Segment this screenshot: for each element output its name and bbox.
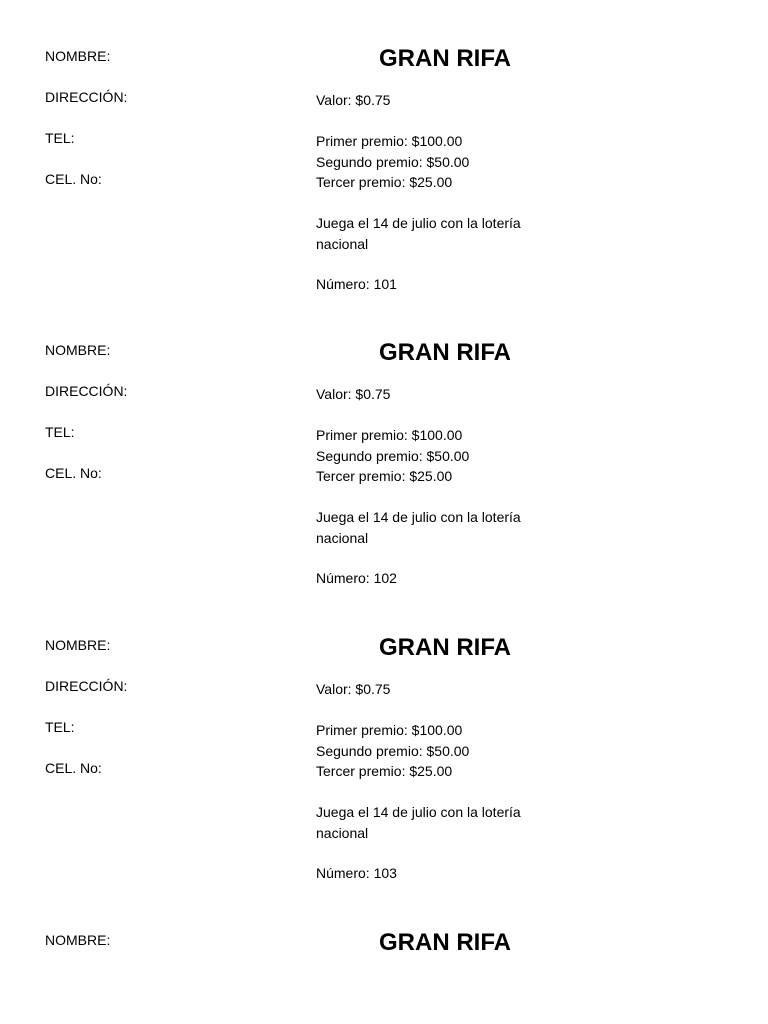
direccion-label: DIRECCIÓN: <box>45 383 128 399</box>
draw-date-text: Juega el 14 de julio con la lotería nacional <box>316 215 521 252</box>
raffle-ticket-partial <box>0 931 768 1024</box>
second-prize: Segundo premio: $50.00 <box>316 742 470 759</box>
raffle-title: GRAN RIFA <box>379 929 511 956</box>
raffle-title: GRAN RIFA <box>379 634 511 661</box>
ticket-number: Número: 103 <box>316 865 397 881</box>
cel-label: CEL. No: <box>45 760 102 776</box>
ticket-number: Número: 101 <box>316 276 397 292</box>
draw-date-text: Juega el 14 de julio con la lotería nacional <box>316 509 521 546</box>
ticket-number: Número: 102 <box>316 570 397 586</box>
cel-label: CEL. No: <box>45 171 102 187</box>
first-prize: Primer premio: $100.00 <box>316 722 463 738</box>
direccion-label: DIRECCIÓN: <box>45 89 128 105</box>
direccion-label: DIRECCIÓN: <box>45 678 128 694</box>
third-prize: Tercer premio: $25.00 <box>316 763 453 779</box>
raffle-title: GRAN RIFA <box>379 339 511 366</box>
raffle-ticket-101 <box>0 47 768 342</box>
tel-label: TEL: <box>45 130 75 146</box>
second-prize: Segundo premio: $50.00 <box>316 153 470 170</box>
ticket-price: Valor: $0.75 <box>316 386 391 402</box>
ticket-price: Valor: $0.75 <box>316 681 391 697</box>
first-prize: Primer premio: $100.00 <box>316 427 463 443</box>
nombre-label: NOMBRE: <box>45 342 111 358</box>
first-prize: Primer premio: $100.00 <box>316 133 463 149</box>
raffle-ticket-102 <box>0 341 768 636</box>
raffle-ticket-103 <box>0 636 768 931</box>
cel-label: CEL. No: <box>45 465 102 481</box>
tel-label: TEL: <box>45 719 75 735</box>
second-prize: Segundo premio: $50.00 <box>316 447 470 464</box>
third-prize: Tercer premio: $25.00 <box>316 174 453 190</box>
ticket-price: Valor: $0.75 <box>316 92 391 108</box>
nombre-label: NOMBRE: <box>45 48 111 64</box>
nombre-label: NOMBRE: <box>45 637 111 653</box>
tel-label: TEL: <box>45 424 75 440</box>
raffle-title: GRAN RIFA <box>379 45 511 72</box>
third-prize: Tercer premio: $25.00 <box>316 468 453 484</box>
draw-date-text: Juega el 14 de julio con la lotería nacional <box>316 804 521 841</box>
nombre-label: NOMBRE: <box>45 932 111 948</box>
